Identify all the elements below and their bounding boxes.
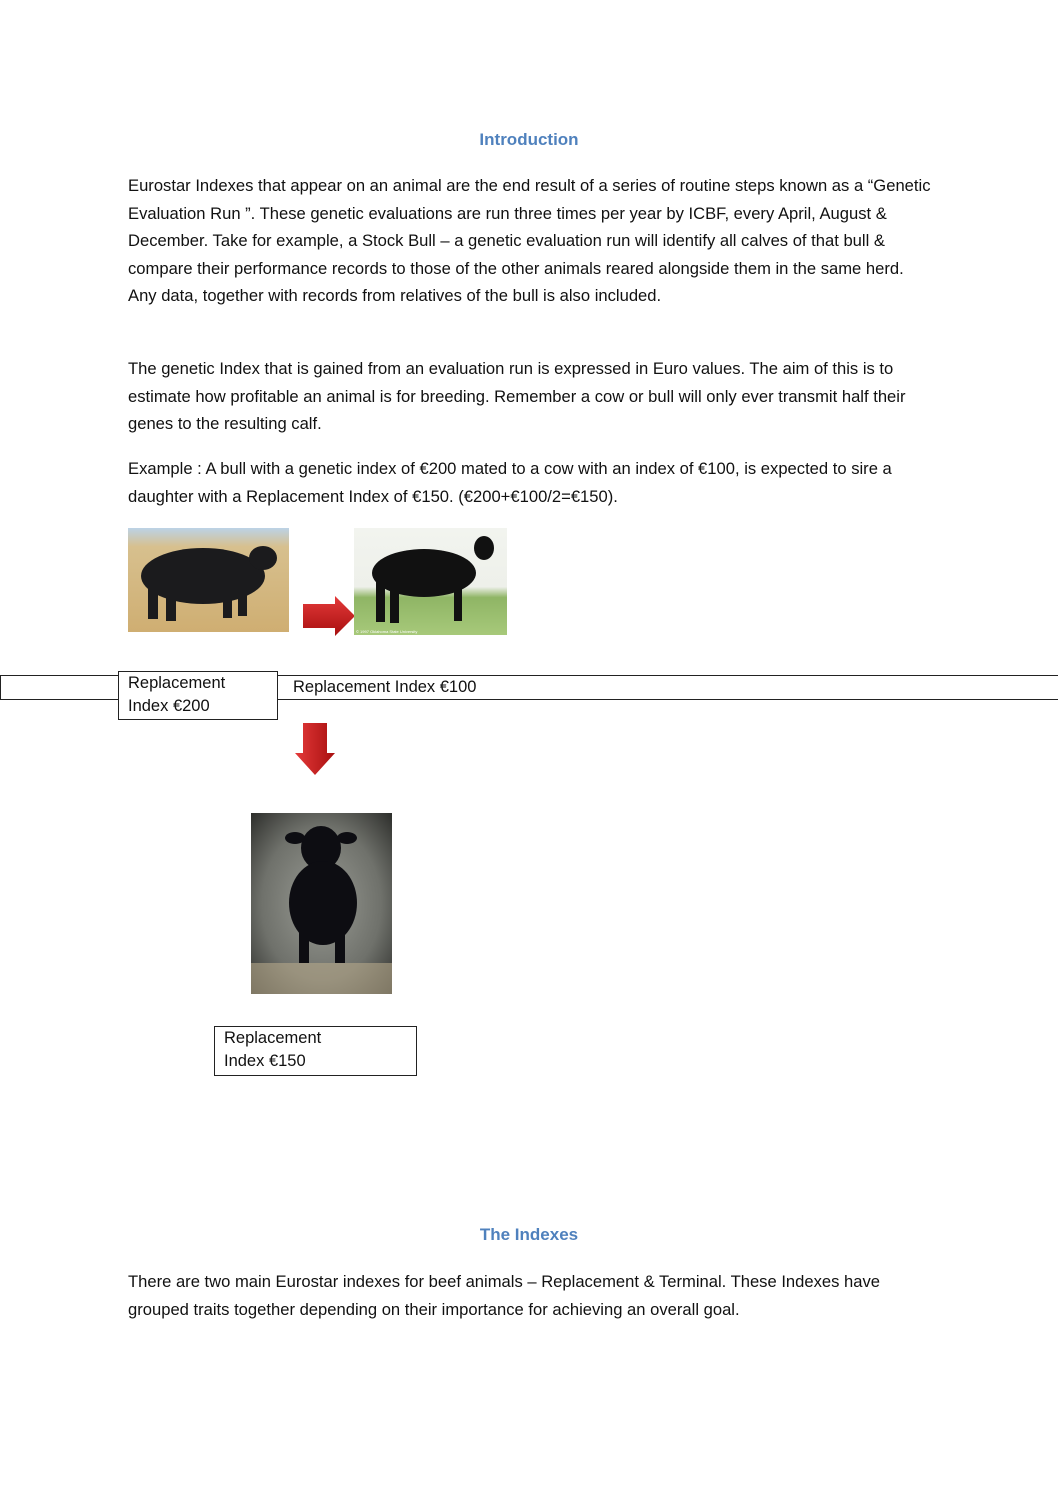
bull-photo <box>128 528 289 632</box>
calf-index-label <box>214 1026 417 1076</box>
indexes-heading: The Indexes <box>479 1225 579 1244</box>
intro-paragraph-3: Example : A bull with a genetic index of €200 mated to a cow with an index of €100, is expected to sire a daughter with a Replacement Index of €150. (€200+€100/2=€150). <box>128 459 892 506</box>
bull-index-line-2: Index €200 <box>128 697 210 715</box>
calf-index-line-2: Index €150 <box>224 1052 306 1070</box>
intro-paragraph-2: The genetic Index that is gained from an evaluation run is expressed in Euro values. The aim of this is to estimate how profitable an animal is for breeding. Remember a cow or bull will only ever transmit half their genes to the resulting calf. <box>128 359 906 433</box>
calf-photo <box>251 813 392 994</box>
indexes-paragraph: There are two main Eurostar indexes for beef animals – Replacement & Terminal. These Indexes have grouped traits together depending on their importance for achieving an overall goal. <box>128 1272 881 1319</box>
arrow-right-icon <box>303 596 355 636</box>
arrow-down-icon <box>295 723 335 775</box>
cow-photo <box>354 528 507 635</box>
intro-paragraph-1: Eurostar Indexes that appear on an animal are the end result of a series of routine steps known as a “Genetic Evaluation Run ”. These genetic evaluations are run three times per year by ICBF, every April, August & December. Take for example, a Stock Bull – a genetic evaluation run will identify all calves of that bull & compare their performance records to those of the other animals reared alongside them in the same herd. Any data, together with records from relatives of the bull is also included. <box>128 176 931 305</box>
bull-index-label <box>118 671 278 720</box>
photo-credit: © 1997 Oklahoma State University <box>356 629 418 634</box>
cow-index-text: Replacement Index €100 <box>293 678 477 696</box>
bull-index-line-1: Replacement <box>128 674 226 692</box>
calf-index-line-1: Replacement <box>224 1029 322 1047</box>
introduction-heading: Introduction <box>479 130 579 149</box>
